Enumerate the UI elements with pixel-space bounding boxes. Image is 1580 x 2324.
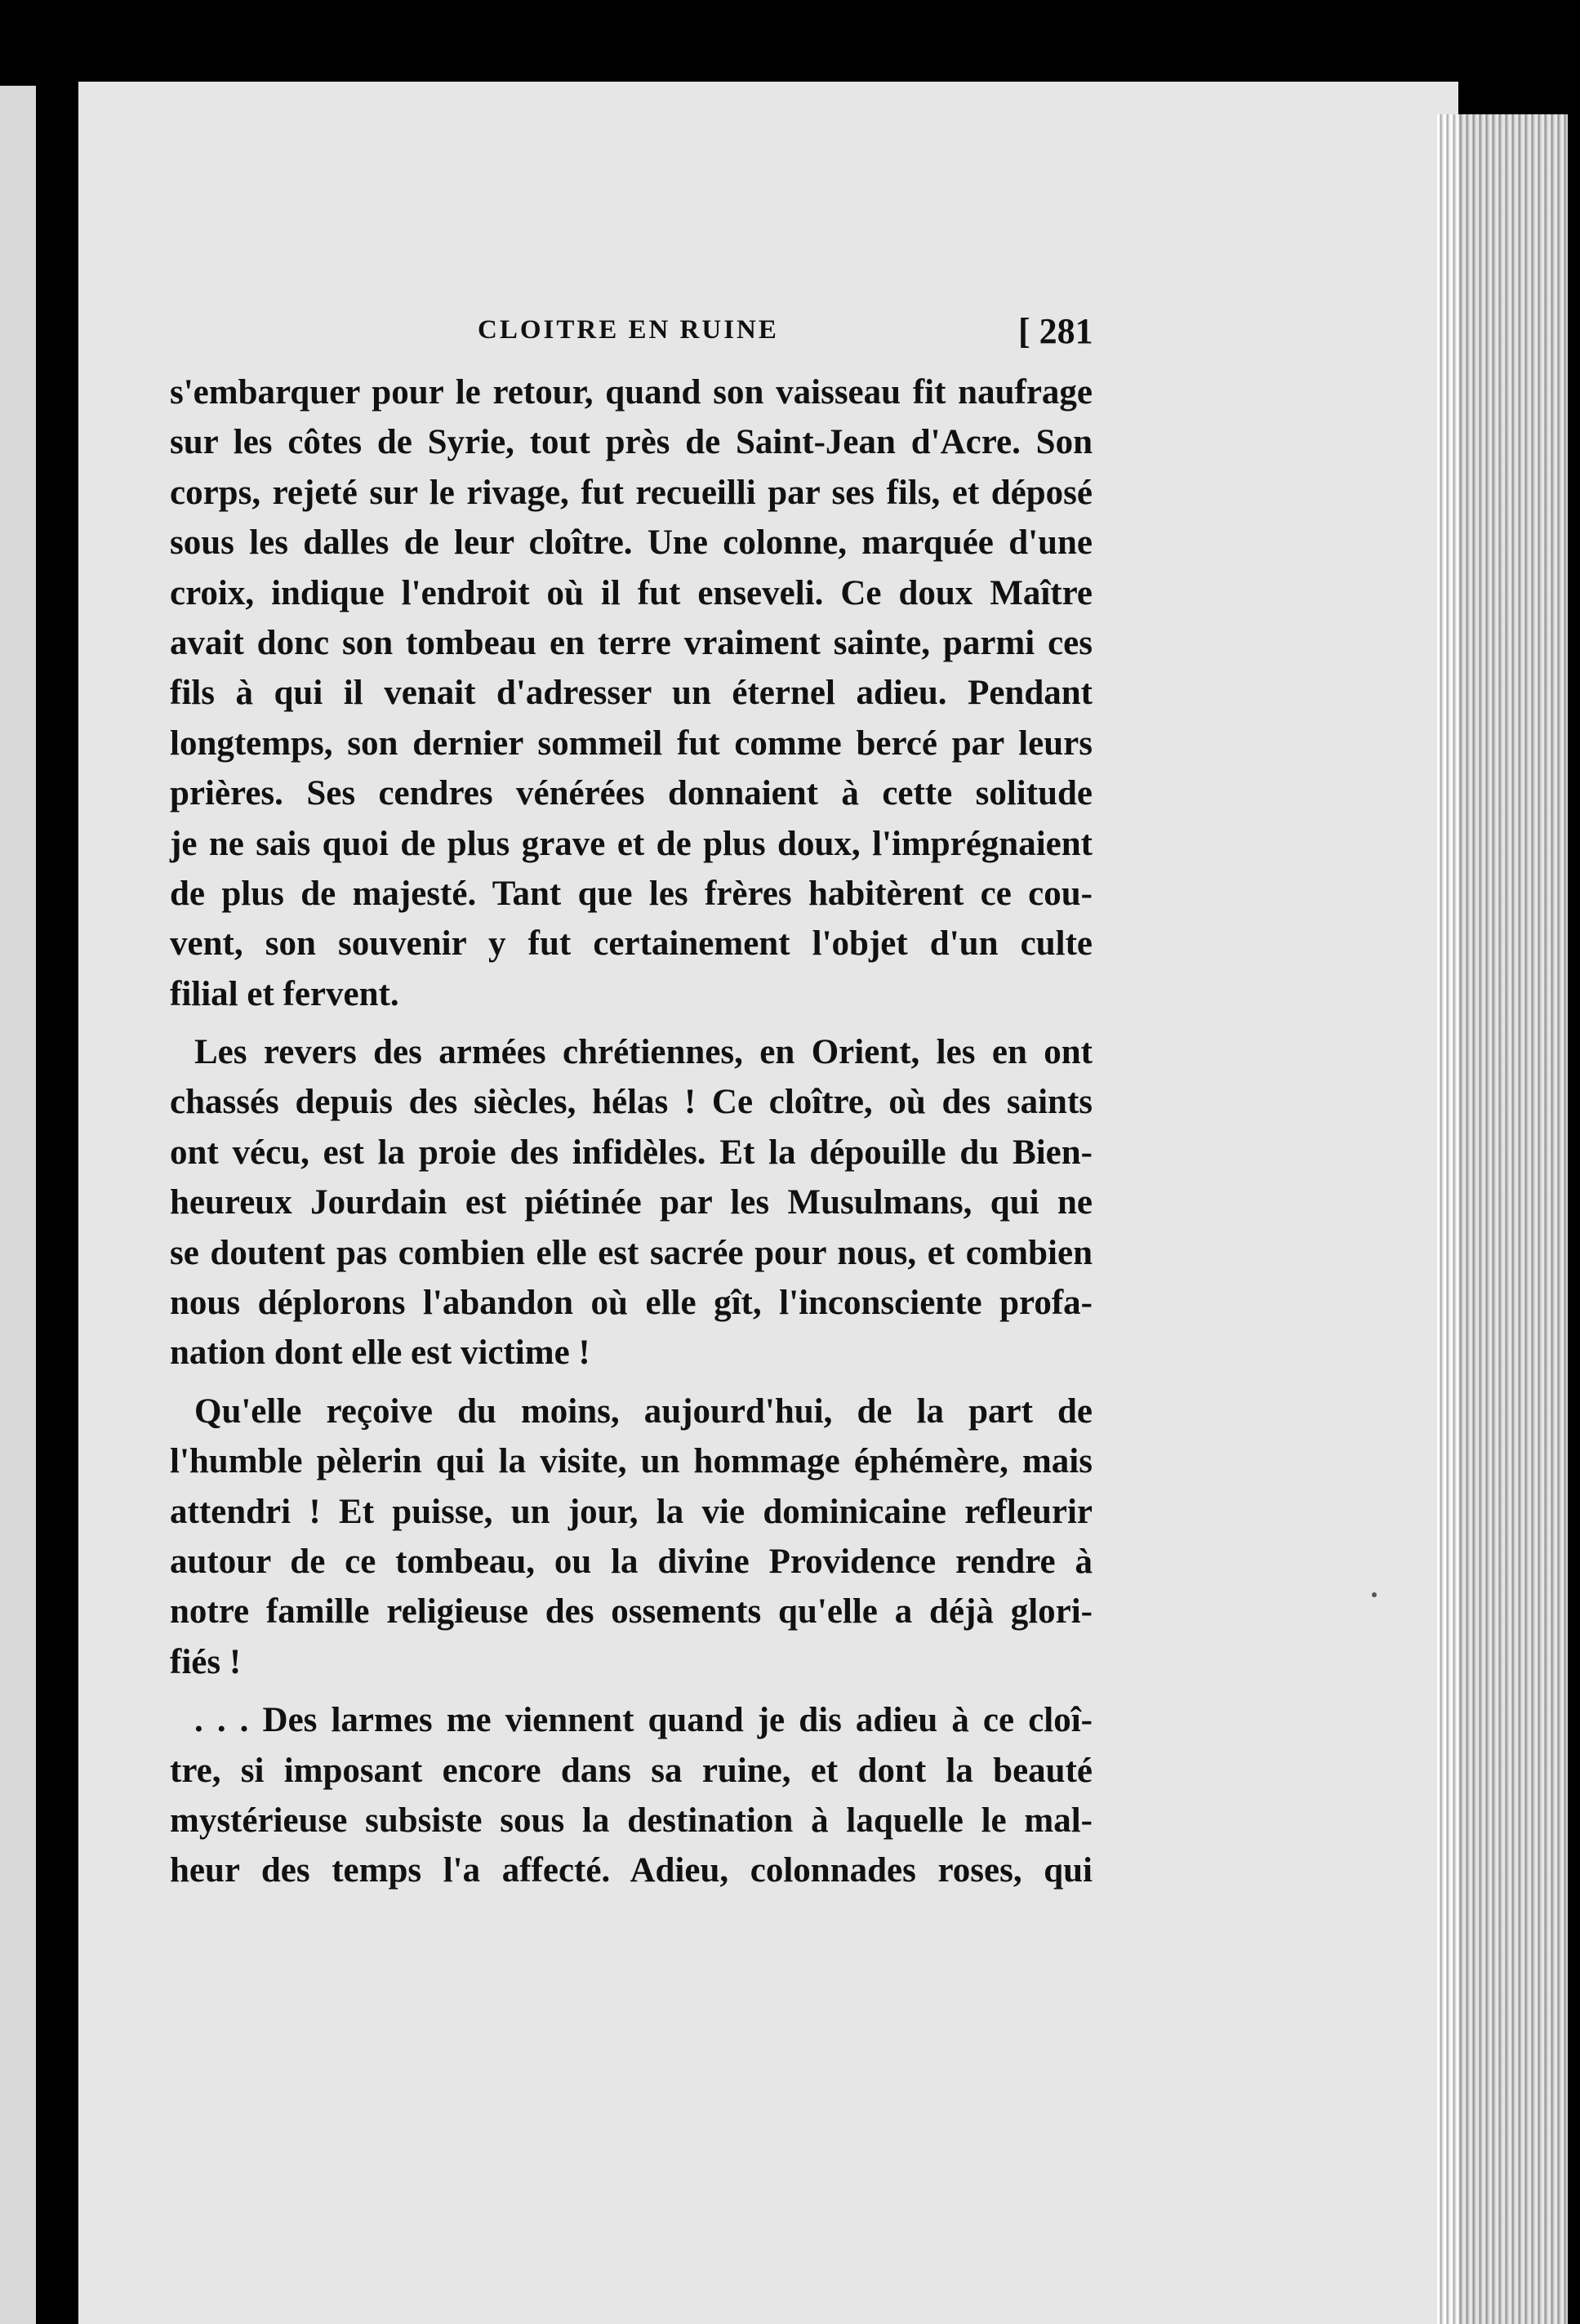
text-line: attendri ! Et puisse, un jour, la vie dominicaine refleurir <box>170 1492 1093 1531</box>
text-line: avait donc son tombeau en terre vraiment sainte, parmi ces <box>170 623 1093 662</box>
text-line: l'humble pèlerin qui la visite, un hommage éphémère, mais <box>170 1442 1093 1481</box>
text-line: notre famille religieuse des ossements qu'elle a déjà glori- <box>170 1592 1093 1632</box>
text-line: vent, son souvenir y fut certainement l'objet d'un culte <box>170 924 1093 964</box>
text-line: fiés ! <box>170 1642 242 1681</box>
text-line: heur des temps l'a affecté. Adieu, colonnades roses, qui <box>170 1851 1093 1890</box>
text-line: longtemps, son dernier sommeil fut comme bercé par leurs <box>170 723 1093 763</box>
text-line: Les revers des armées chrétiennes, en Orient, les en ont <box>194 1033 1093 1072</box>
text-line: heureux Jourdain est piétinée par les Musulmans, qui ne <box>170 1183 1093 1222</box>
text-line: sur les côtes de Syrie, tout près de Saint-Jean d'Acre. Son <box>170 423 1093 462</box>
paragraph <box>170 1027 1093 1378</box>
text-line: s'embarquer pour le retour, quand son vaisseau fit naufrage <box>170 373 1093 412</box>
text-line: ont vécu, est la proie des infidèles. Et la dépouille du Bien- <box>170 1133 1093 1172</box>
text-line: croix, indique l'endroit où il fut enseveli. Ce doux Maître <box>170 573 1093 612</box>
page-stack-edge <box>1437 114 1568 2324</box>
text-line: tre, si imposant encore dans sa ruine, et dont la beauté <box>170 1751 1093 1790</box>
paragraph <box>170 367 1093 1019</box>
page-header <box>478 310 1131 351</box>
text-line: sous les dalles de leur cloître. Une colonne, marquée d'une <box>170 523 1093 563</box>
scan-speck <box>1372 1592 1377 1597</box>
page-number: [ 281 <box>1018 311 1093 351</box>
paragraph <box>170 1695 1093 1896</box>
text-line: je ne sais quoi de plus grave et de plus doux, l'imprégnaient <box>170 824 1093 863</box>
text-line: . . . Des larmes me viennent quand je dis adieu à ce cloî- <box>194 1701 1093 1740</box>
text-line: chassés depuis des siècles, hélas ! Ce cloître, où des saints <box>170 1083 1093 1122</box>
body-text <box>170 367 1093 1896</box>
text-line: Qu'elle reçoive du moins, aujourd'hui, de la part de <box>194 1391 1093 1431</box>
paragraph <box>170 1387 1093 1687</box>
text-line: nation dont elle est victime ! <box>170 1333 590 1373</box>
text-line: fils à qui il venait d'adresser un éternel adieu. Pendant <box>170 674 1093 713</box>
text-line: prières. Ses cendres vénérées donnaient à cette solitude <box>170 774 1093 813</box>
facing-page-edge <box>0 86 36 2324</box>
text-line: de plus de majesté. Tant que les frères habitèrent ce cou- <box>170 874 1093 913</box>
text-line: autour de ce tombeau, ou la divine Providence rendre à <box>170 1542 1093 1581</box>
text-line: filial et fervent. <box>170 974 399 1013</box>
running-title: CLOITRE EN RUINE <box>478 315 779 345</box>
text-line: se doutent pas combien elle est sacrée pour nous, et combien <box>170 1233 1093 1272</box>
text-line: corps, rejeté sur le rivage, fut recueilli par ses fils, et déposé <box>170 473 1093 512</box>
text-line: mystérieuse subsiste sous la destination à laquelle le mal- <box>170 1801 1093 1840</box>
text-line: nous déplorons l'abandon où elle gît, l'inconsciente profa- <box>170 1284 1093 1323</box>
